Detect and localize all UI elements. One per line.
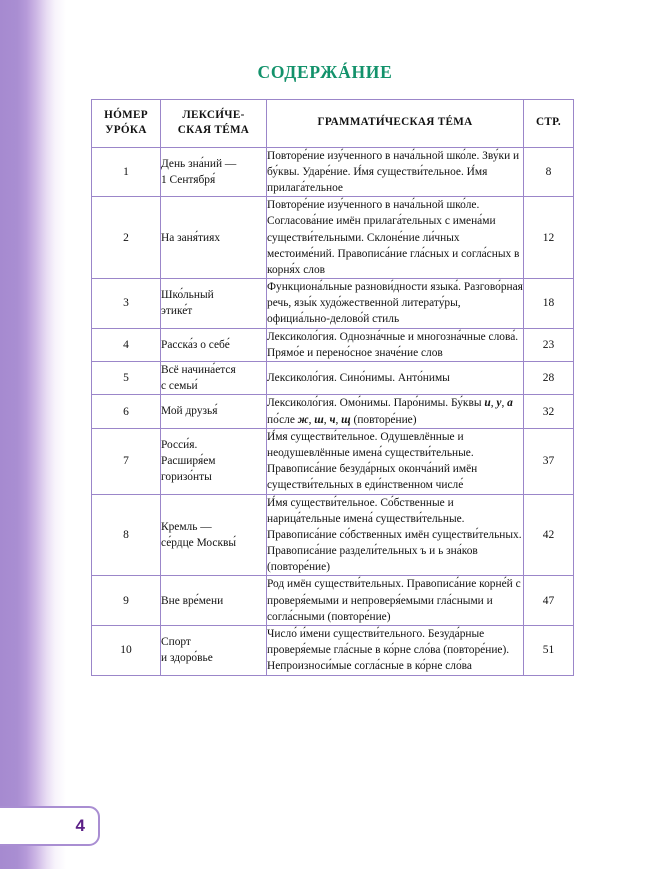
table-of-contents-table <box>91 99 574 676</box>
table-row <box>92 279 574 329</box>
cell-lesson-number: 5 <box>92 362 161 395</box>
cell-lesson-number: 10 <box>92 626 161 676</box>
cell-lexical-theme: Спорт и здоро́вье <box>161 626 267 676</box>
table-header-row <box>92 100 574 148</box>
table-row <box>92 494 574 576</box>
cell-page-number: 8 <box>524 147 574 197</box>
cell-grammar-theme: Число́ и́мени существи́тельного. Безуда́рные проверя́емые гла́сные в ко́рне сло́ва (повторе́ние). Непроизноси́мые согла́сные в ко́рне сло́ва <box>267 626 524 676</box>
page-number: 4 <box>75 816 85 835</box>
table-row <box>92 362 574 395</box>
table-body <box>92 147 574 675</box>
column-header-lexical-theme <box>161 100 267 148</box>
cell-page-number: 47 <box>524 576 574 626</box>
column-header-grammar-theme: ГРАММАТИ́ЧЕСКАЯ ТÉМА <box>267 100 524 148</box>
cell-lexical-theme: Расска́з о себе́ <box>161 328 267 361</box>
table-header <box>92 100 574 148</box>
cell-lesson-number: 2 <box>92 197 161 279</box>
cell-lexical-theme: Мой друзья́ <box>161 395 267 428</box>
cell-lexical-theme: Росси́я. Расширя́ем горизо́нты <box>161 428 267 494</box>
table-row <box>92 395 574 428</box>
cell-lesson-number: 9 <box>92 576 161 626</box>
column-header-page: СТР. <box>524 100 574 148</box>
cell-lexical-theme: На заня́тиях <box>161 197 267 279</box>
table-row <box>92 328 574 361</box>
cell-lesson-number: 3 <box>92 279 161 329</box>
cell-page-number: 42 <box>524 494 574 576</box>
cell-grammar-theme: Лексиколо́гия. Сино́нимы. Анто́нимы <box>267 362 524 395</box>
page-title: СОДЕРЖÁНИЕ <box>257 62 393 82</box>
cell-grammar-theme: И́мя существи́тельное. Со́бственные и нарица́тельные имена́ существи́тельные. Правописа́ние со́бственных имён существи́тельных. Правописа́ние раздели́тельных ъ и ь зна́ков (повторе́ние) <box>267 494 524 576</box>
cell-grammar-theme: Повторе́ние изу́ченного в нача́льной шко́ле. Согласова́ние имён прилага́тельных с имена́ми существи́тельными. Склоне́ние ли́чных местоиме́ний. Правописа́ние гла́сных и согла́сных в корня́х слов <box>267 197 524 279</box>
cell-grammar-theme: Функциона́льные разнови́дности языка́. Разгово́рная речь, язы́к худо́жественной литерату́ры, официа́льно-делово́й стиль <box>267 279 524 329</box>
cell-grammar-theme: Лексиколо́гия. Однозна́чные и многозна́чные слова́. Прямо́е и перено́сное значе́ние слов <box>267 328 524 361</box>
cell-grammar-theme: Род имён существи́тельных. Правописа́ние корне́й с проверя́емыми и непроверя́емыми гла́сными и согла́сными (повторе́ние) <box>267 576 524 626</box>
cell-lesson-number: 7 <box>92 428 161 494</box>
column-header-lexical-theme-line2: СКАЯ ТÉМА <box>177 123 250 136</box>
column-header-lesson-number <box>92 100 161 148</box>
cell-page-number: 12 <box>524 197 574 279</box>
cell-lexical-theme: Всё начина́ется с семьи́ <box>161 362 267 395</box>
table-row <box>92 626 574 676</box>
table-row <box>92 428 574 494</box>
table-row <box>92 147 574 197</box>
cell-grammar-theme: Повторе́ние изу́ченного в нача́льной шко́ле. Зву́ки и бу́квы. Ударе́ние. И́мя существи́тельное. И́мя прилага́тельное <box>267 147 524 197</box>
cell-grammar-theme: Лексиколо́гия. Омо́нимы. Паро́нимы. Бу́квы и, у, а по́сле ж, ш, ч, щ (повторе́ние) <box>267 395 524 428</box>
cell-lesson-number: 8 <box>92 494 161 576</box>
column-header-lesson-number-line1: НÓМЕР <box>104 109 148 121</box>
cell-lesson-number: 4 <box>92 328 161 361</box>
page-number-plate <box>0 806 100 846</box>
cell-page-number: 51 <box>524 626 574 676</box>
cell-grammar-theme: И́мя существи́тельное. Одушевлённые и неодушевлённые имена́ существи́тельные. Правописа́ние безуда́рных оконча́ний имён существи́тельных в еди́нственном числе́ <box>267 428 524 494</box>
cell-lesson-number: 1 <box>92 147 161 197</box>
cell-lexical-theme: Вне вре́мени <box>161 576 267 626</box>
cell-lesson-number: 6 <box>92 395 161 428</box>
cell-page-number: 23 <box>524 328 574 361</box>
column-header-lexical-theme-line1: ЛЕКСИ́ЧЕ- <box>182 109 245 121</box>
cell-lexical-theme: Кремль — се́рдце Москвы́ <box>161 494 267 576</box>
cell-lexical-theme: День зна́ний — 1 Сентября́ <box>161 147 267 197</box>
column-header-lesson-number-line2: УРÓКА <box>105 123 147 136</box>
cell-page-number: 28 <box>524 362 574 395</box>
cell-page-number: 32 <box>524 395 574 428</box>
cell-lexical-theme: Шко́льный этике́т <box>161 279 267 329</box>
table-row <box>92 197 574 279</box>
table-row <box>92 576 574 626</box>
cell-page-number: 18 <box>524 279 574 329</box>
cell-page-number: 37 <box>524 428 574 494</box>
